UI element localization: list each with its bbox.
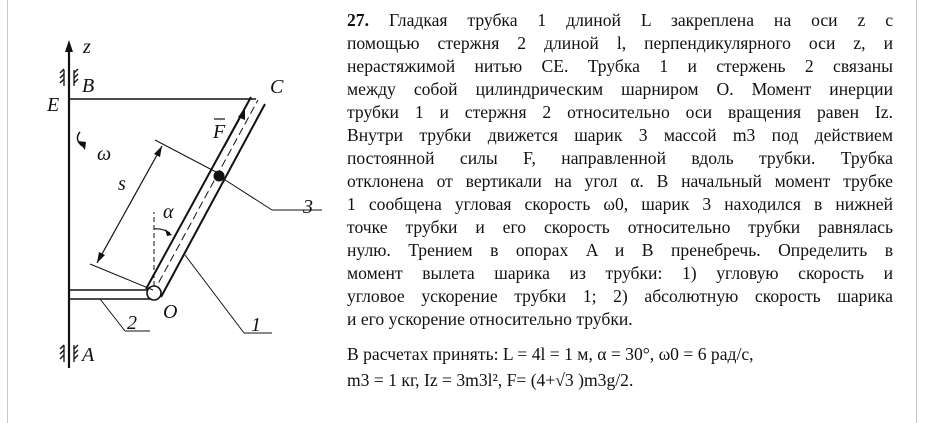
label-1: 1 (251, 314, 261, 336)
problem-line: нулю. Трением в опорах A и B пренебречь. Определить в (347, 240, 893, 260)
mechanics-figure (0, 0, 340, 423)
s-extension-upper (155, 140, 216, 172)
problem-line: угловое ускорение трубки 1; 2) абсолютную скорость шарика (347, 286, 893, 306)
label-z: z (83, 36, 91, 58)
problem-line-text: Гладкая трубка 1 длиной L закреплена на оси z с (388, 10, 894, 30)
problem-line (347, 9, 893, 32)
label-omega: ω (97, 143, 112, 165)
problem-statement (347, 9, 893, 331)
label-b: B (82, 75, 95, 97)
label-2: 2 (127, 312, 137, 334)
problem-line: постоянной силы F, направленной вдоль трубки. Трубка (347, 148, 893, 168)
s-extension-lower (90, 264, 153, 290)
label-a: A (82, 344, 95, 366)
label-alpha: α (163, 201, 174, 223)
problem-line: между собой цилиндрическим шарниром O. Момент инерции (347, 79, 893, 99)
problem-line: отклонена от вертикали на угол α. В начальный момент трубке (347, 171, 893, 191)
s-arrow-bottom (97, 252, 105, 263)
problem-line: трубки 1 и стержня 2 относительно оси вращения равен Iz. (347, 102, 893, 122)
label-c: C (270, 76, 284, 98)
leader-1-diag (185, 255, 244, 333)
s-arrow-top (154, 146, 162, 157)
problem-line: Внутри трубки движется шарик 3 массой m3 под действием (347, 125, 893, 145)
leader-2-diag (100, 299, 125, 331)
label-e: E (47, 94, 60, 116)
figure-svg (0, 0, 340, 423)
tube-1-centerline (153, 100, 258, 293)
problem-number: 27. (347, 10, 369, 30)
label-f: F (213, 121, 226, 143)
force-f-arrow-line (224, 114, 242, 147)
z-axis-arrow (65, 40, 73, 52)
omega-arrow-head (78, 141, 86, 150)
calculation-line-1: В расчетах принять: L = 4l = 1 м, α = 30°, ω0 = 6 рад/с, (347, 344, 754, 364)
label-o: O (163, 301, 178, 323)
problem-line: 1 сообщена угловая скорость ω0, шарик 3 находился в нижней (347, 194, 893, 214)
label-3: 3 (303, 196, 313, 218)
problem-line: момент вылета шарика из трубки: 1) угловую скорость и (347, 263, 893, 283)
calculation-line-2: m3 = 1 кг, Iz = 3m3l², F= (4+√3 )m3g/2. (347, 370, 634, 390)
problem-line: нерастяжимой нитью CE. Трубка 1 и стержень 2 связаны (347, 56, 893, 76)
problem-line: и его ускорение относительно трубки. (347, 309, 633, 329)
alpha-arc-head (165, 229, 172, 236)
label-s: s (118, 173, 126, 195)
right-border-line (916, 0, 917, 423)
problem-line: помощью стержня 2 длиной l, перпендикулярного оси z, и (347, 33, 893, 53)
problem-line: точке трубки и его скорость относительно трубки равнялась (347, 217, 893, 237)
leader-3-diag (219, 176, 272, 210)
